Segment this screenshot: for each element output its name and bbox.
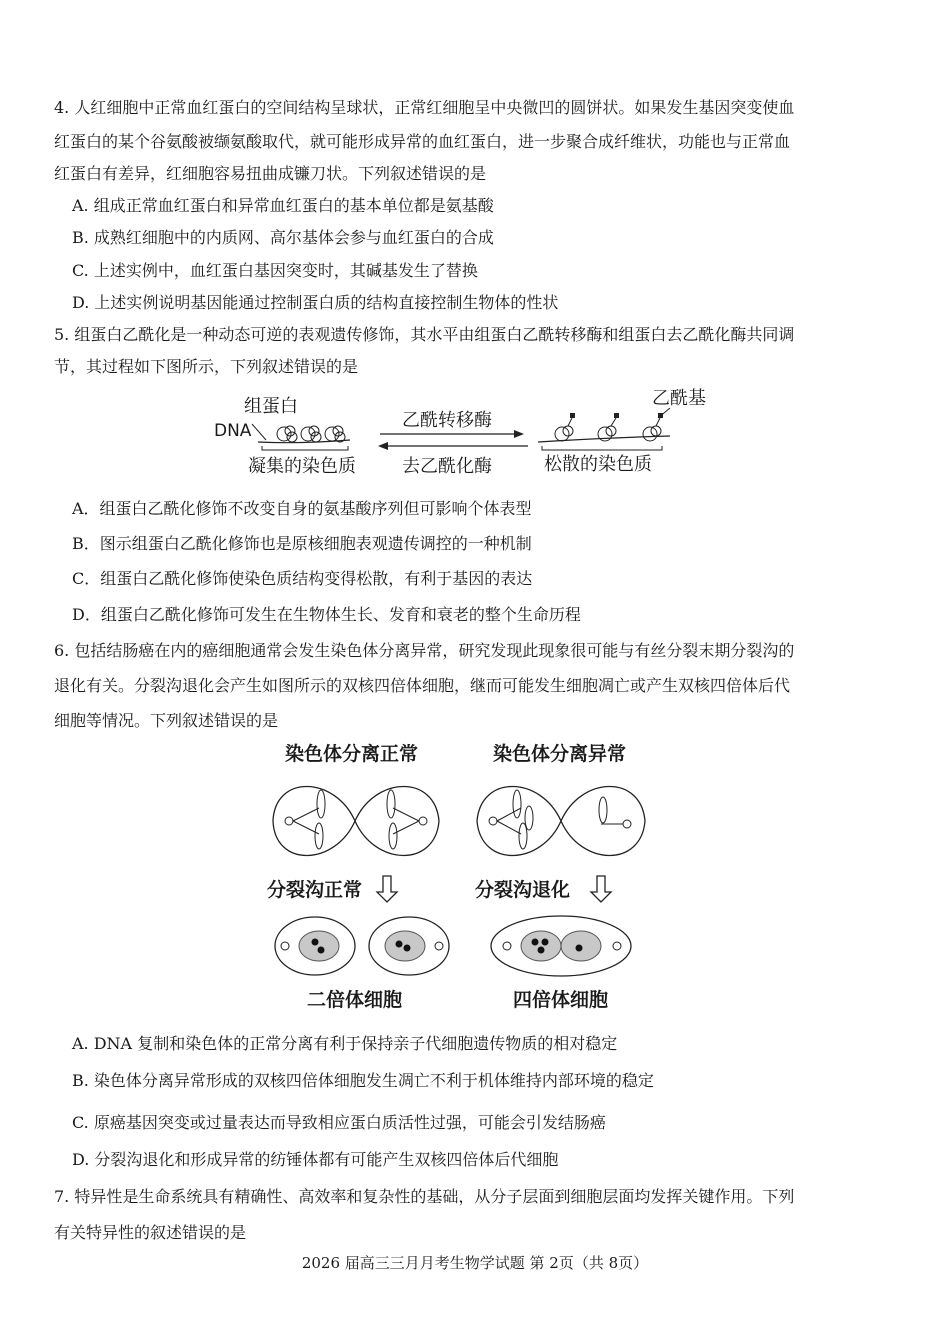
loose-bracket	[542, 446, 662, 450]
condensed-bracket	[262, 446, 348, 450]
q4-option-a: A. 组成正常血红蛋白和异常血红蛋白的基本单位都是氨基酸	[72, 196, 494, 215]
loose-chromatin-label: 松散的染色质	[544, 454, 652, 475]
abnormal-spindle-right	[599, 797, 631, 828]
q4-stem-line-2: 红蛋白的某个谷氨酸被缬氨酸取代，就可能形成异常的血红蛋白，进一步聚合成纤维状，功能也与正常血	[54, 132, 791, 151]
q7-stem-line-1: 7. 特异性是生命系统具有精确性、高效率和复杂性的基础，从分子层面到细胞层面均发挥关键作用。下列	[54, 1187, 795, 1206]
q5-stem-line-2: 节，其过程如下图所示，下列叙述错误的是	[54, 357, 359, 376]
acetyl-group-label: 乙酰基	[652, 388, 706, 409]
q6-option-b: B. 染色体分离异常形成的双核四倍体细胞发生凋亡不利于机体维持内部环境的稳定	[72, 1071, 654, 1090]
normal-spindle-right	[387, 790, 427, 849]
abnormal-separation-title: 染色体分离异常	[493, 743, 627, 765]
page-footer: 2026 届高三三月月考生物学试题 第 2页（共 8页）	[301, 1254, 649, 1272]
q4-option-c: C. 上述实例中，血红蛋白基因突变时，其碱基发生了替换	[72, 261, 478, 280]
q4-option-d: D. 上述实例说明基因能通过控制蛋白质的结构直接控制生物体的性状	[72, 293, 559, 312]
q6-stem-line-3: 细胞等情况。下列叙述错误的是	[54, 711, 279, 730]
condensed-chromatin-label: 凝集的染色质	[248, 456, 356, 477]
q4-stem-line-1: 4. 人红细胞中正常血红蛋白的空间结构呈球状，正常红细胞呈中央微凹的圆饼状。如果发生基因突变使血	[54, 98, 795, 117]
q5-option-b: B．图示组蛋白乙酰化修饰也是原核细胞表观遗传调控的一种机制	[72, 534, 532, 553]
normal-separation-title: 染色体分离正常	[285, 743, 419, 765]
diploid-cell	[275, 917, 355, 975]
q5-stem-line-1: 5. 组蛋白乙酰化是一种动态可逆的表观遗传修饰，其水平由组蛋白乙酰转移酶和组蛋白去乙酰化酶共同调	[54, 325, 795, 344]
histone-label: 组蛋白	[244, 396, 298, 417]
furrow-normal-label: 分裂沟正常	[267, 879, 363, 901]
q6-stem-line-1: 6. 包括结肠癌在内的癌细胞通常会发生染色体分离异常，研究发现此现象很可能与有丝分裂末期分裂沟的	[54, 641, 795, 660]
q6-option-d: D. 分裂沟退化和形成异常的纺锤体都有可能产生双核四倍体后代细胞	[72, 1150, 559, 1169]
q5-option-d: D．组蛋白乙酰化修饰可发生在生物体生长、发育和衰老的整个生命历程	[72, 605, 581, 624]
q4-stem-line-3: 红蛋白有差异，红细胞容易扭曲成镰刀状。下列叙述错误的是	[54, 164, 487, 183]
diploid-cell	[369, 917, 449, 975]
normal-dividing-cell	[273, 786, 439, 855]
condensed-nucleosome	[301, 426, 321, 442]
tetraploid-cell	[491, 916, 631, 976]
tetraploid-label: 四倍体细胞	[513, 989, 609, 1011]
down-arrow-icon	[377, 876, 397, 902]
abnormal-dividing-cell	[477, 786, 645, 855]
q6-option-a: A. DNA 复制和染色体的正常分离有利于保持亲子代细胞遗传物质的相对稳定	[72, 1034, 618, 1053]
forward-arrowhead	[514, 430, 524, 438]
q5-option-c: C．组蛋白乙酰化修饰使染色质结构变得松散，有利于基因的表达	[72, 569, 533, 588]
normal-spindle-left	[285, 790, 325, 849]
q4-option-b: B. 成熟红细胞中的内质网、高尔基体会参与血红蛋白的合成	[72, 228, 494, 247]
abnormal-spindle-left	[489, 790, 533, 849]
condensed-nucleosome	[277, 426, 297, 442]
down-arrow-icon	[591, 876, 611, 902]
cell-division-figure	[255, 736, 675, 1018]
diploid-label: 二倍体细胞	[307, 989, 403, 1011]
q7-stem-line-2: 有关特异性的叙述错误的是	[54, 1223, 247, 1242]
q5-option-a: A．组蛋白乙酰化修饰不改变自身的氨基酸序列但可影响个体表型	[72, 499, 532, 518]
reverse-arrowhead	[378, 442, 388, 450]
condensed-nucleosome	[325, 426, 345, 442]
loose-nucleosome	[598, 413, 619, 441]
furrow-regression-label: 分裂沟退化	[475, 879, 571, 901]
acetyltransferase-label: 乙酰转移酶	[402, 410, 492, 431]
histone-acetylation-figure	[200, 384, 740, 484]
dna-label: DNA	[214, 421, 252, 441]
q6-option-c: C. 原癌基因突变或过量表达而导致相应蛋白质活性过强，可能会引发结肠癌	[72, 1113, 606, 1132]
deacetylase-label: 去乙酰化酶	[402, 456, 492, 477]
q6-stem-line-2: 退化有关。分裂沟退化会产生如图所示的双核四倍体细胞，继而可能发生细胞凋亡或产生双核四倍体后代	[54, 676, 791, 695]
dna-pointer-line	[252, 424, 266, 440]
loose-nucleosome	[555, 413, 575, 441]
